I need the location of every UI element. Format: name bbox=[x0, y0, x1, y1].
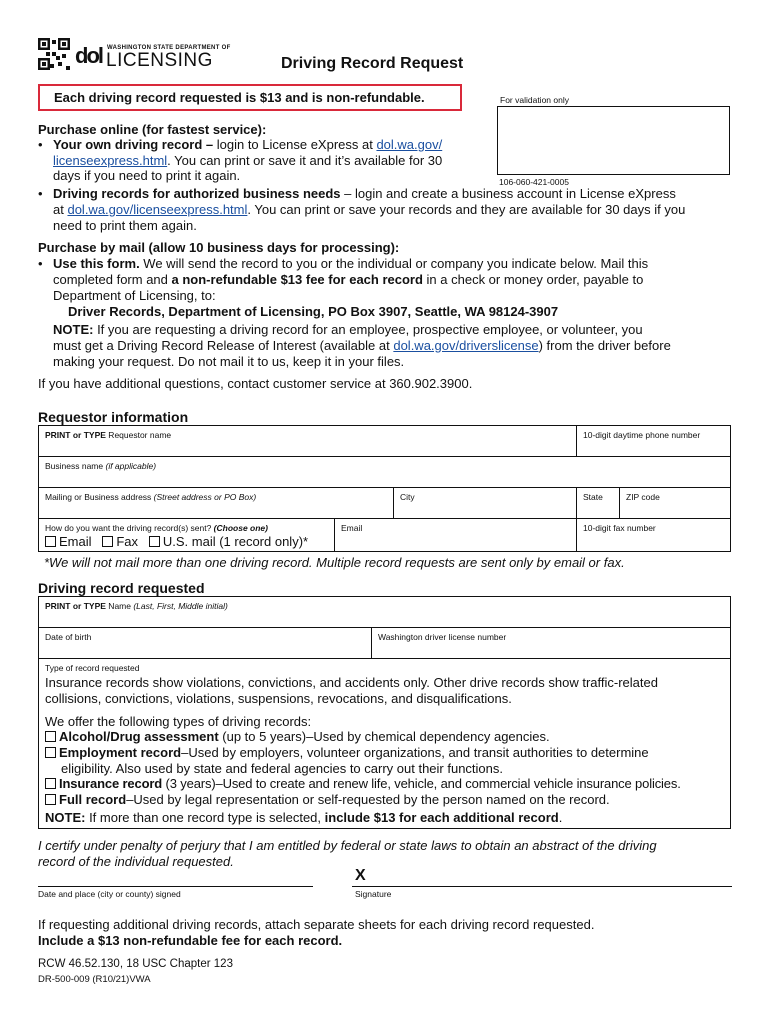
state-label: State bbox=[583, 492, 603, 502]
insurance-text: (3 years)–Used to create and renew life, vehicle, and commercial vehicle insurance policies. bbox=[162, 776, 681, 791]
send-fax-option[interactable] bbox=[102, 534, 138, 549]
requestor-name-input[interactable] bbox=[40, 442, 575, 455]
mail-b-text2c: in a check or money order, payable to bbox=[422, 272, 644, 287]
business-ital: (if applicable) bbox=[105, 461, 157, 471]
online-b1-text: login to License eXpress at bbox=[213, 137, 377, 152]
dob-input[interactable] bbox=[40, 644, 370, 657]
record-print-type: PRINT or TYPE bbox=[45, 601, 106, 611]
bullet-icon: • bbox=[38, 137, 43, 152]
date-place-input[interactable] bbox=[38, 872, 313, 886]
contact-info: If you have additional questions, contact customer service at 360.902.3900. bbox=[38, 376, 473, 391]
insurance-note-2: collisions, convictions, violations, suspensions, revocations, and disqualifications. bbox=[45, 691, 512, 706]
full-text: –Used by legal representation or self-requested by the person named on the record. bbox=[126, 792, 610, 807]
requestor-name-text: Requestor name bbox=[105, 430, 172, 440]
record-heading: Driving record requested bbox=[38, 580, 205, 596]
business-name-input[interactable] bbox=[40, 473, 729, 486]
insurance-title: Insurance record bbox=[59, 776, 163, 791]
checkbox-icon[interactable] bbox=[149, 536, 160, 547]
rcw-citation: RCW 46.52.130, 18 USC Chapter 123 bbox=[38, 958, 233, 970]
fee-notice: Each driving record requested is $13 and is non-refundable. bbox=[54, 90, 425, 105]
send-text: How do you want the driving record(s) sent? bbox=[45, 523, 214, 533]
requestor-heading: Requestor information bbox=[38, 409, 189, 425]
send-email-option[interactable] bbox=[45, 534, 92, 549]
send-method-label bbox=[45, 523, 268, 534]
record-type-label: Type of record requested bbox=[45, 663, 140, 673]
send-fax-label: Fax bbox=[116, 534, 139, 549]
zip-input[interactable] bbox=[621, 504, 729, 517]
mail-note-label: NOTE: bbox=[53, 322, 94, 337]
mail-note-text1: If you are requesting a driving record for an employee, prospective employee, or volunteer, you bbox=[93, 322, 643, 337]
mail-footnote: *We will not mail more than one driving record. Multiple record requests are sent only by email or fax. bbox=[44, 555, 625, 570]
phone-label: 10-digit daytime phone number bbox=[583, 430, 701, 440]
employment-text: –Used by employers, volunteer organizations, and transit authorities to determine bbox=[181, 745, 649, 760]
license-express-link-3[interactable]: dol.wa.gov/licenseexpress.html bbox=[67, 202, 248, 217]
online-bullet-2-line2 bbox=[53, 202, 685, 218]
email-label: Email bbox=[341, 523, 363, 533]
validation-box bbox=[497, 106, 730, 175]
dob-label: Date of birth bbox=[45, 632, 92, 642]
online-b2-text4: need to print them again. bbox=[53, 218, 197, 233]
license-number-label: Washington driver license number bbox=[378, 632, 507, 642]
checkbox-icon[interactable] bbox=[45, 794, 56, 805]
date-place-label: Date and place (city or county) signed bbox=[38, 889, 181, 899]
print-type-label: PRINT or TYPE bbox=[45, 430, 106, 440]
dol-logo-mark: dol bbox=[75, 43, 102, 68]
fax-label: 10-digit fax number bbox=[583, 523, 656, 533]
record-type-employment[interactable] bbox=[45, 745, 649, 761]
address-input[interactable] bbox=[40, 504, 392, 517]
requestor-name-label bbox=[45, 430, 171, 441]
agency-name-small: WASHINGTON STATE DEPARTMENT OF bbox=[107, 45, 231, 51]
dol-logo bbox=[75, 43, 101, 71]
record-name-text: Name bbox=[105, 601, 134, 611]
mail-note-text2b: ) from the driver before bbox=[538, 338, 671, 353]
online-b2-text3: . You can print or save your records and they are available for 30 days if you bbox=[247, 202, 686, 217]
city-label: City bbox=[400, 492, 415, 502]
checkbox-icon[interactable] bbox=[102, 536, 113, 547]
record-name-ital: (Last, First, Middle initial) bbox=[133, 601, 228, 611]
mail-b-text3: Department of Licensing, to: bbox=[53, 288, 216, 303]
checkbox-icon[interactable] bbox=[45, 536, 56, 547]
record-note-end: . bbox=[558, 810, 563, 825]
form-id: DR-500-009 (R10/21)VWA bbox=[38, 974, 151, 985]
send-method-options bbox=[45, 534, 308, 550]
fee-notice-box bbox=[38, 84, 462, 111]
checkbox-icon[interactable] bbox=[45, 778, 56, 789]
additional-records-text: If requesting additional driving records, attach separate sheets for each driving record requested. bbox=[38, 917, 595, 932]
business-name-label bbox=[45, 461, 156, 472]
send-mail-option[interactable] bbox=[149, 534, 308, 549]
record-note-label: NOTE: bbox=[45, 810, 86, 825]
employment-text-2: eligibility. Also used by state and federal agencies to carry out their functions. bbox=[61, 761, 504, 776]
state-input[interactable] bbox=[578, 504, 618, 517]
email-input[interactable] bbox=[336, 535, 575, 551]
employment-title: Employment record bbox=[59, 745, 182, 760]
address-text: Mailing or Business address bbox=[45, 492, 154, 502]
mail-note-text3: making your request. Do not mail it to us, keep it in your files. bbox=[53, 354, 405, 369]
business-text: Business name bbox=[45, 461, 106, 471]
online-b1-title: Your own driving record – bbox=[53, 137, 214, 152]
mail-b-text2b: a non-refundable $13 fee for each record bbox=[171, 272, 423, 287]
address-ital: (Street address or PO Box) bbox=[153, 492, 257, 502]
full-title: Full record bbox=[59, 792, 127, 807]
record-type-insurance[interactable] bbox=[45, 776, 681, 792]
online-b1-text3: days if you need to print it again. bbox=[53, 168, 241, 183]
license-number-input[interactable] bbox=[373, 644, 729, 657]
bullet-icon: • bbox=[38, 186, 43, 201]
certify-text-1: I certify under penalty of perjury that I am entitled by federal or state laws to obtain an abstract of the driving bbox=[38, 838, 657, 853]
signature-input[interactable] bbox=[352, 872, 732, 886]
qr-code bbox=[38, 38, 70, 70]
mail-address: Driver Records, Department of Licensing, PO Box 3907, Seattle, WA 98124-3907 bbox=[68, 304, 559, 319]
mail-note bbox=[53, 322, 643, 338]
mail-b-title: Use this form. bbox=[53, 256, 140, 271]
phone-input[interactable] bbox=[578, 442, 730, 455]
mail-note-text2a: must get a Driving Record Release of Interest (available at bbox=[53, 338, 394, 353]
insurance-note-1: Insurance records show violations, convictions, and accidents only. Other drive records show traffic-related bbox=[45, 675, 658, 690]
record-type-full[interactable] bbox=[45, 792, 610, 808]
record-type-alcohol[interactable] bbox=[45, 729, 550, 745]
record-note-text: If more than one record type is selected, bbox=[85, 810, 325, 825]
drivers-license-link[interactable]: dol.wa.gov/driverslicense bbox=[393, 338, 539, 353]
send-ital: (Choose one) bbox=[213, 523, 268, 533]
mail-bullet-line2 bbox=[53, 272, 643, 288]
signature-x-mark: X bbox=[355, 867, 366, 884]
mail-note-line2 bbox=[53, 338, 671, 354]
agency-name: LICENSING bbox=[106, 50, 213, 71]
online-b1-text2: . You can print or save it and it’s available for 30 bbox=[167, 153, 443, 168]
online-b2-text1: – login and create a business account in License eXpress bbox=[340, 186, 676, 201]
bullet-icon: • bbox=[38, 256, 43, 271]
send-email-label: Email bbox=[59, 534, 92, 549]
record-offer: We offer the following types of driving records: bbox=[45, 714, 312, 729]
online-bullet-1-line2 bbox=[53, 153, 442, 169]
record-note-bold: include $13 for each additional record bbox=[324, 810, 559, 825]
online-b2-text2: at bbox=[53, 202, 68, 217]
checkbox-icon[interactable] bbox=[45, 747, 56, 758]
mail-b-text1: We will send the record to you or the individual or company you indicate below. Mail this bbox=[139, 256, 649, 271]
address-label bbox=[45, 492, 256, 503]
city-input[interactable] bbox=[395, 504, 575, 517]
form-code: 106-060-421-0005 bbox=[499, 177, 569, 187]
signature-label: Signature bbox=[355, 889, 392, 899]
alcohol-text: (up to 5 years)–Used by chemical dependency agencies. bbox=[218, 729, 550, 744]
record-type-note bbox=[45, 810, 562, 826]
mail-bullet bbox=[53, 256, 648, 272]
mail-heading: Purchase by mail (allow 10 business days for processing): bbox=[38, 240, 400, 255]
online-b2-title: Driving records for authorized business needs bbox=[53, 186, 341, 201]
record-name-label bbox=[45, 601, 228, 612]
send-mail-label: U.S. mail (1 record only)* bbox=[162, 534, 309, 549]
validation-label: For validation only bbox=[500, 95, 569, 105]
page-title: Driving Record Request bbox=[281, 55, 464, 72]
license-express-link-2[interactable]: licenseexpress.html bbox=[53, 153, 168, 168]
checkbox-icon[interactable] bbox=[45, 731, 56, 742]
mail-b-text2a: completed form and bbox=[53, 272, 172, 287]
zip-label: ZIP code bbox=[626, 492, 660, 502]
online-bullet-2 bbox=[53, 186, 676, 202]
license-express-link-1[interactable]: dol.wa.gov/ bbox=[376, 137, 443, 152]
online-bullet-1 bbox=[53, 137, 473, 153]
certify-text-2: record of the individual requested. bbox=[38, 854, 234, 869]
record-name-input[interactable] bbox=[40, 613, 729, 626]
online-heading: Purchase online (for fastest service): bbox=[38, 122, 267, 137]
additional-fee-text: Include a $13 non-refundable fee for each record. bbox=[38, 933, 343, 948]
fax-input[interactable] bbox=[578, 535, 730, 551]
alcohol-title: Alcohol/Drug assessment bbox=[59, 729, 219, 744]
